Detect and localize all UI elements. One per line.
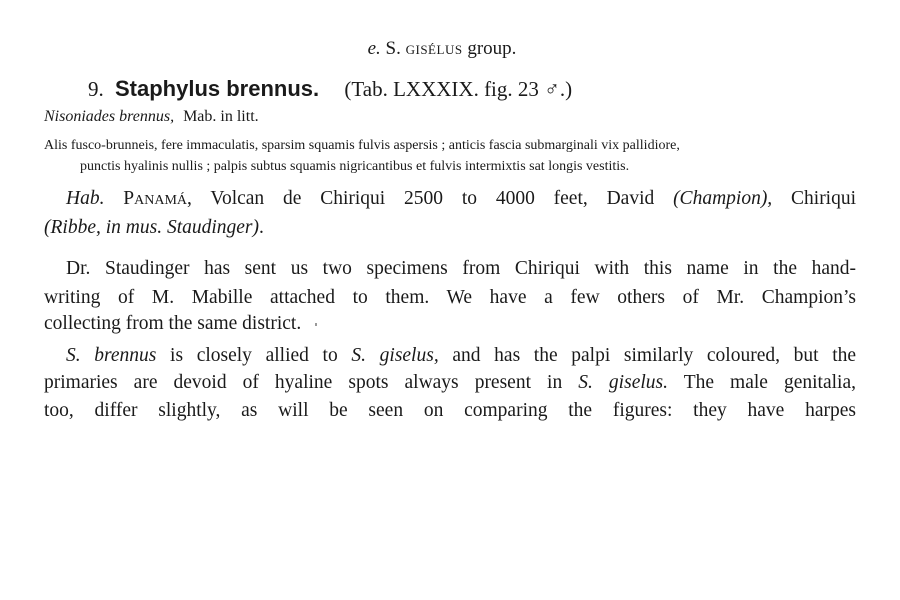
heading-genus: S. xyxy=(385,38,401,59)
species-ref-1: S. brennus xyxy=(66,345,157,366)
species-ref-2: S. giselus, xyxy=(351,345,439,366)
latin-description-line-1: Alis fusco-brunneis, fere immaculatis, sparsim squamis fulvis aspersis ; anticis fascia submarginali vix pallidiore, xyxy=(44,138,680,153)
synonym-line xyxy=(44,108,259,126)
habitat-line-2 xyxy=(44,217,856,239)
habitat-collector: (Champion), xyxy=(673,188,773,209)
heading-group-name: gisélus xyxy=(405,38,463,59)
habitat-source: (Ribbe, in mus. Staudinger) xyxy=(44,217,260,238)
paragraph-2-text-2: and has the palpi similarly coloured, but the xyxy=(452,345,857,366)
heading-suffix: group. xyxy=(467,38,517,59)
paragraph-1-line-1: Dr. Staudinger has sent us two specimens from Chiriqui with this name in the hand- xyxy=(66,258,856,279)
paragraph-2-text-3: primaries are devoid of hyaline spots always present in xyxy=(44,372,563,393)
heading-prefix: e. xyxy=(367,38,381,59)
group-heading xyxy=(0,38,884,60)
habitat-country: Panamá, xyxy=(123,188,192,209)
synonym-name: Nisoniades brennus, xyxy=(44,108,175,125)
habitat-line-1 xyxy=(66,188,856,210)
paragraph-1-line-3-text: collecting from the same district. xyxy=(44,313,302,334)
habitat-locality-end: Chiriqui xyxy=(791,188,857,209)
paragraph-2-line-1 xyxy=(66,345,856,367)
paragraph-2-line-2 xyxy=(44,372,856,394)
synonym-authority: Mab. in litt. xyxy=(183,108,259,125)
paragraph-2-text-1: is closely allied to xyxy=(170,345,338,366)
paragraph-1-line-3 xyxy=(44,313,856,335)
plate-reference: (Tab. LXXXIX. fig. 23 ♂.) xyxy=(344,77,573,101)
habitat-end: . xyxy=(259,217,264,238)
paragraph-2-text-4: The male genitalia, xyxy=(683,372,856,393)
habitat-label: Hab. xyxy=(66,188,105,209)
species-ref-3: S. giselus. xyxy=(578,372,668,393)
stray-ink-mark xyxy=(315,323,317,326)
latin-description-line-2: punctis hyalinis nullis ; palpis subtus squamis nigricantibus et fulvis intermixtis sat longis vestitis. xyxy=(80,159,630,174)
paragraph-1-line-2: writing of M. Mabille attached to them. We have a few others of Mr. Champion’s xyxy=(44,287,856,308)
species-title xyxy=(88,76,572,102)
paragraph-2-line-3: too, differ slightly, as will be seen on comparing the figures: they have harpes xyxy=(44,400,856,421)
species-name: Staphylus brennus. xyxy=(115,76,320,101)
species-number: 9. xyxy=(88,77,104,101)
habitat-locality: Volcan de Chiriqui 2500 to 4000 feet, David xyxy=(210,188,655,209)
